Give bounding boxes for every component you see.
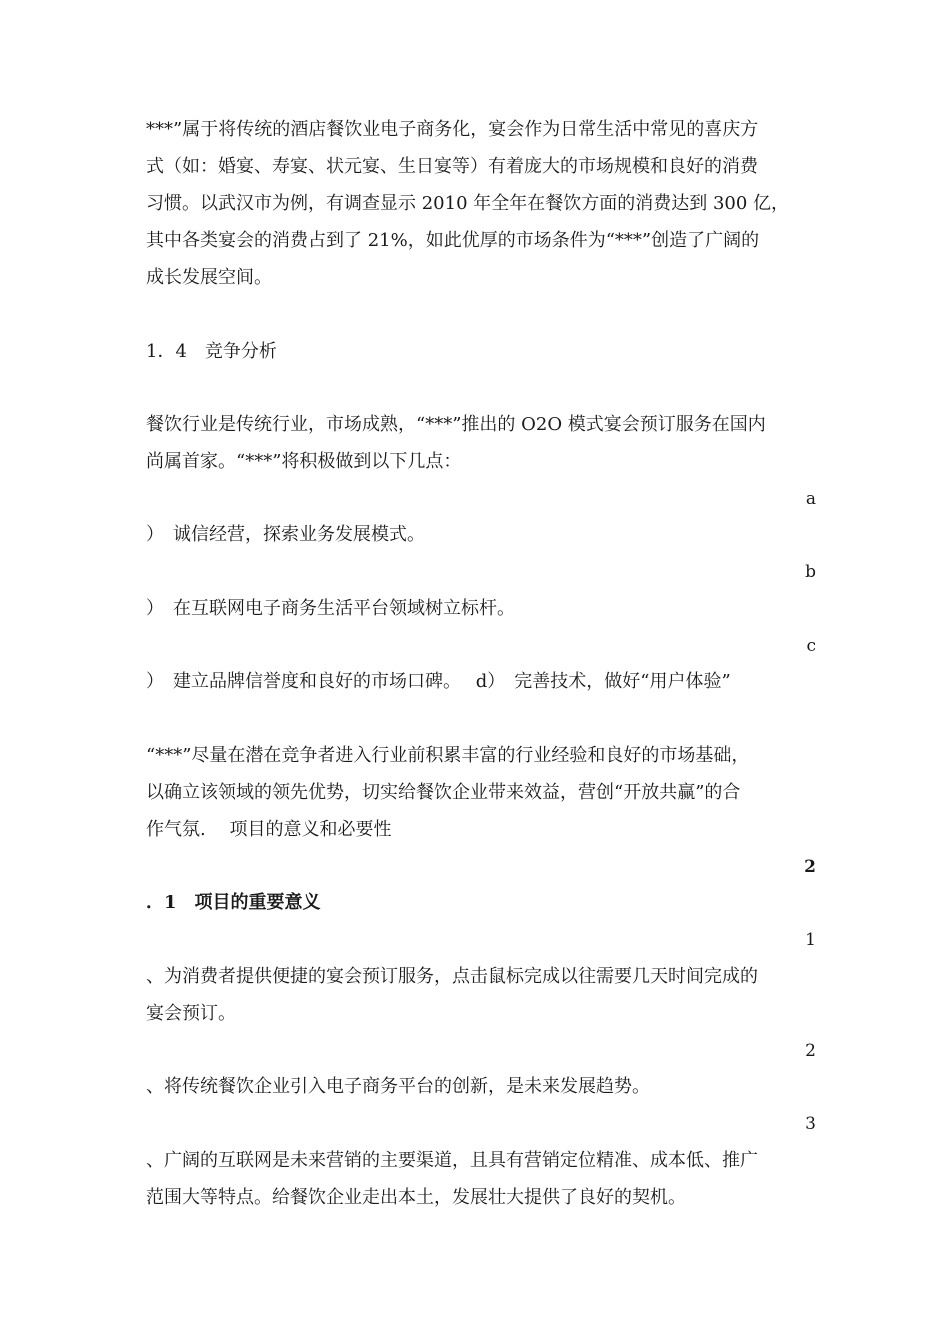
paragraph-line: 以确立该领域的领先优势，切实给餐饮企业带来效益，营创“开放共赢”的合 xyxy=(146,782,741,803)
item-marker-1: 1 xyxy=(805,930,816,950)
paragraph-line: 习惯。以武汉市为例，有调查显示 2010 年全年在餐饮方面的消费达到 300 亿， xyxy=(146,193,790,214)
list-item: ） 建立品牌信誉度和良好的市场口碑。 d） 完善技术，做好“用户体验” xyxy=(146,671,731,692)
list-item: 宴会预订。 xyxy=(146,1003,236,1024)
list-item: 、广阔的互联网是未来营销的主要渠道，且具有营销定位精准、成本低、推广 xyxy=(146,1150,758,1171)
paragraph-line: “***”尽量在潜在竞争者进入行业前积累丰富的行业经验和良好的市场基础， xyxy=(146,745,750,766)
list-item: ） 在互联网电子商务生活平台领域树立标杆。 xyxy=(146,598,515,619)
paragraph-line: 其中各类宴会的消费占到了 21%，如此优厚的市场条件为“***”创造了广阔的 xyxy=(146,230,760,251)
list-marker-c: c xyxy=(806,636,816,656)
paragraph-line: ***”属于将传统的酒店餐饮业电子商务化，宴会作为日常生活中常见的喜庆方 xyxy=(146,119,759,140)
list-item: ） 诚信经营，探索业务发展模式。 xyxy=(146,524,425,545)
paragraph-line: 作气氛. 项目的意义和必要性 xyxy=(146,819,392,840)
list-item: 范围大等特点。给餐饮企业走出本土，发展壮大提供了良好的契机。 xyxy=(146,1187,686,1208)
paragraph-line: 式（如：婚宴、寿宴、状元宴、生日宴等）有着庞大的市场规模和良好的消费 xyxy=(146,156,758,177)
list-item: 、将传统餐饮企业引入电子商务平台的创新，是未来发展趋势。 xyxy=(146,1076,650,1097)
item-marker-2: 2 xyxy=(805,1041,816,1061)
section-heading: ．1 项目的重要意义 xyxy=(146,892,321,913)
section-heading: 1．4 竞争分析 xyxy=(146,341,277,362)
paragraph-line: 成长发展空间。 xyxy=(146,267,272,288)
paragraph-line: 尚属首家。“***”将积极做到以下几点： xyxy=(146,451,462,472)
list-marker-b: b xyxy=(805,562,816,582)
section-number: 2 xyxy=(804,857,816,877)
paragraph-line: 餐饮行业是传统行业，市场成熟，“***”推出的 O2O 模式宴会预订服务在国内 xyxy=(146,414,766,435)
list-marker-a: a xyxy=(805,489,816,509)
list-item: 、为消费者提供便捷的宴会预订服务，点击鼠标完成以往需要几天时间完成的 xyxy=(146,966,758,987)
item-marker-3: 3 xyxy=(805,1114,816,1134)
